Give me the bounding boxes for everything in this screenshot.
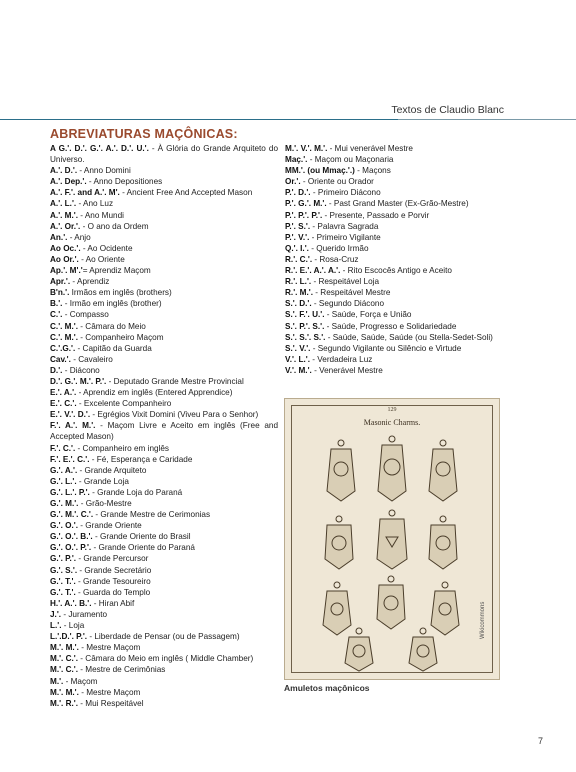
page-number: 7 — [538, 736, 544, 746]
abbreviation-entry — [50, 553, 278, 564]
abbreviation-entry — [285, 254, 505, 265]
abbreviation-entry — [50, 343, 278, 354]
abbreviation-term: E.'. V.'. D.'. — [50, 410, 91, 420]
abbreviation-entry — [50, 176, 278, 187]
abbreviation-term: A.'. Or.'. — [50, 221, 81, 231]
running-header: Textos de Claudio Blanc — [391, 104, 504, 116]
abbreviation-entry — [50, 376, 278, 387]
abbreviation-term: G.'. T.'. — [50, 587, 76, 597]
abbreviation-entry — [285, 365, 505, 376]
abbreviation-term: F.'. E.'. C.'. — [50, 454, 90, 464]
abbreviation-term: L.'.D.'. P.'. — [50, 632, 88, 642]
abbreviation-definition: - Grande Oriente do Brasil — [92, 532, 191, 542]
abbreviation-definition: - Fé, Esperança e Caridade — [89, 454, 193, 464]
abbreviation-definition: - Loja — [61, 621, 85, 631]
abbreviation-definition: - Grande Percursor — [76, 554, 149, 564]
abbreviation-entry — [50, 620, 278, 631]
charm-icon — [377, 576, 405, 629]
abbreviation-term: G.'. L.'. — [50, 476, 77, 486]
abbreviation-term: G.'. O.'. — [50, 521, 79, 531]
abbreviation-entry — [285, 287, 505, 298]
abbreviation-term: D.'. G.'. M.'. P.'. — [50, 376, 107, 386]
abbreviation-entry — [50, 309, 278, 320]
abbreviation-entry — [285, 198, 505, 209]
abbreviation-definition: - Anjo — [67, 232, 91, 242]
abbreviation-definition: - Liberdade de Pensar (ou de Passagem) — [87, 632, 240, 642]
abbreviation-definition: Irmãos em inglês (brothers) — [69, 288, 172, 298]
abbreviation-definition: - Rito Escocês Antigo e Aceito — [340, 266, 452, 276]
abbreviation-entry — [50, 676, 278, 687]
abbreviation-term: V.'. L.'. — [285, 354, 310, 364]
abbreviation-entry — [50, 465, 278, 476]
charm-icon — [377, 510, 407, 569]
abbreviation-term: S.'. P.'. S.'. — [285, 321, 325, 331]
abbreviation-term: P.'. S.'. — [285, 221, 311, 231]
abbreviation-entry — [50, 631, 278, 642]
abbreviation-term: M.'. C.'. — [50, 665, 79, 675]
abbreviation-definition: - Presente, Passado e Porvir — [322, 210, 430, 220]
abbreviation-definition: - Segundo Vigilante ou Silêncio e Virtude — [310, 343, 462, 353]
abbreviation-entry — [50, 198, 278, 209]
abbreviation-term: G.'. L.'. P.'. — [50, 487, 90, 497]
charm-icon — [429, 516, 457, 569]
charm-icon — [378, 436, 406, 501]
abbreviation-entry — [285, 143, 505, 154]
abbreviation-definition: - Anno Depositiones — [86, 177, 163, 187]
abbreviation-definition: - Ao Ocidente — [80, 243, 133, 253]
section-title: ABREVIATURAS MAÇÔNICAS: — [50, 127, 238, 141]
abbreviation-definition: - Deputado Grande Mestre Provincial — [106, 376, 244, 386]
abbreviation-term: C.'. — [50, 310, 63, 320]
abbreviation-definition: - Juramento — [61, 609, 108, 619]
abbreviation-term: Q.'. I.'. — [285, 243, 309, 253]
abbreviation-definition: - Maçom Livre e Aceito em inglês (Free and Accepted Mason) — [50, 421, 278, 442]
abbreviation-definition: - Hiran Abif — [91, 598, 135, 608]
abbreviation-entry — [50, 387, 278, 398]
abbreviation-entry — [50, 221, 278, 232]
abbreviation-term: G.'. M.'. — [50, 499, 79, 508]
abbreviation-definition: = Aprendiz Maçom — [82, 266, 151, 276]
abbreviation-term: C.'. M.'. — [50, 321, 79, 331]
abbreviation-term: A G.'. D.'. G.'. A.'. D.'. U.'. — [50, 144, 149, 153]
abbreviation-definition: - Ano Luz — [76, 199, 114, 209]
abbreviation-term: A.'. D.'. — [50, 166, 78, 176]
abbreviation-term: R.'. L.'. — [285, 277, 312, 287]
abbreviation-definition: - O ano da Ordem — [80, 221, 149, 231]
abbreviation-term: P.'. V.'. — [285, 232, 310, 242]
abbreviation-term: S.'. F.'. U.'. — [285, 310, 325, 320]
abbreviation-entry — [50, 598, 278, 609]
abbreviation-definition: - Ao Oriente — [78, 254, 125, 264]
abbreviation-entry — [50, 420, 278, 442]
abbreviation-definition: - Mestre Maçom — [78, 687, 141, 697]
abbreviation-definition: - Mestre de Cerimônias — [78, 665, 166, 675]
illustration-page-number: 129 — [387, 407, 397, 413]
abbreviation-entry — [50, 187, 278, 198]
abbreviation-entry — [50, 520, 278, 531]
abbreviation-definition: - Respeitável Mestre — [313, 288, 391, 298]
abbreviation-term: Cav.'. — [50, 354, 71, 364]
abbreviation-entry — [285, 343, 505, 354]
abbreviation-definition: - Companheiro Maçom — [78, 332, 164, 342]
abbreviation-term: MM.'. (ou Mmaç.'.) — [285, 166, 355, 176]
abbreviation-definition: - Palavra Sagrada — [310, 221, 379, 231]
abbreviation-definition: - Grão-Mestre — [78, 499, 132, 508]
abbreviation-entry — [285, 354, 505, 365]
abbreviation-definition: - Capitão da Guarda — [75, 343, 152, 353]
abbreviation-term: G.'. O.'. B.'. — [50, 532, 93, 542]
abbreviation-entry — [50, 254, 278, 265]
abbreviation-entry — [50, 698, 278, 709]
charms-drawing — [285, 399, 499, 679]
abbreviation-term: M.'. — [50, 676, 64, 686]
abbreviation-definition: - Saúde, Força e União — [324, 310, 412, 320]
abbreviation-entry — [285, 332, 505, 343]
abbreviation-term: G.'. P.'. — [50, 554, 77, 564]
abbreviations-left-column — [50, 143, 278, 709]
abbreviation-entry — [50, 542, 278, 553]
abbreviation-entry — [50, 332, 278, 343]
abbreviation-term: P.'. D.'. — [285, 188, 311, 198]
abbreviation-term: G.'. S.'. — [50, 565, 78, 575]
abbreviation-term: G.'. O.'. P.'. — [50, 543, 92, 553]
abbreviation-term: A.'. L.'. — [50, 199, 77, 209]
abbreviation-definition: - Verdadeira Luz — [309, 354, 373, 364]
abbreviation-definition: - Mui venerável Mestre — [327, 144, 413, 153]
abbreviation-term: Ap.'. M'.' — [50, 266, 83, 276]
abbreviation-term: Or.'. — [285, 177, 301, 187]
abbreviation-entry — [50, 531, 278, 542]
abbreviation-definition: - Saúde, Progresso e Solidariedade — [324, 321, 457, 331]
abbreviation-term: F.'. A.'. M.'. — [50, 421, 96, 431]
abbreviation-entry — [50, 365, 278, 376]
abbreviation-term: M.'. M.'. — [50, 687, 79, 697]
abbreviation-entry — [50, 565, 278, 576]
abbreviation-definition: - Egrégios Vixit Domini (Viveu Para o Senhor) — [90, 410, 259, 420]
abbreviation-entry — [50, 243, 278, 254]
abbreviation-term: M.'. R.'. — [50, 698, 79, 708]
abbreviation-term: An.'. — [50, 232, 68, 242]
abbreviation-definition: - Aprendiz em inglês (Entered Apprendice) — [76, 388, 233, 398]
abbreviation-term: P.'. P.'. P.'. — [285, 210, 323, 220]
abbreviation-definition: - Grande Secretário — [77, 565, 152, 575]
abbreviation-definition: - Mui Respeitável — [78, 698, 144, 708]
abbreviation-definition: - Maçons — [354, 166, 391, 176]
abbreviation-definition: - À Glória do Grande Arquiteto do Universo. — [50, 144, 278, 165]
charm-icon — [409, 628, 437, 671]
charm-icon — [345, 628, 373, 671]
abbreviation-entry — [50, 265, 278, 276]
abbreviation-term: G.'. A.'. — [50, 465, 78, 475]
abbreviation-entry — [285, 232, 505, 243]
abbreviation-definition: - Primeiro Diácono — [310, 188, 381, 198]
abbreviation-entry — [50, 287, 278, 298]
abbreviation-definition: - Companheiro em inglês — [75, 443, 170, 453]
abbreviation-entry — [50, 664, 278, 675]
abbreviation-term: H.'. A.'. B.'. — [50, 598, 92, 608]
abbreviation-definition: - Ancient Free And Accepted Mason — [119, 188, 253, 198]
abbreviation-term: A.'. M.'. — [50, 210, 79, 220]
abbreviation-term: Maç.'. — [285, 155, 308, 165]
abbreviation-definition: - Grande Loja do Paraná — [89, 487, 183, 497]
abbreviation-entry — [50, 298, 278, 309]
abbreviation-entry — [285, 154, 505, 165]
abbreviation-entry — [285, 243, 505, 254]
abbreviation-definition: - Maçom ou Maçonaria — [307, 155, 394, 165]
abbreviation-definition: - Guarda do Templo — [75, 587, 151, 597]
abbreviation-definition: - Câmara do Meio em inglês ( Middle Chamber) — [78, 654, 254, 664]
abbreviation-entry — [50, 321, 278, 332]
abbreviation-term: R.'. E.'. A.'. A.'. — [285, 266, 341, 276]
abbreviation-entry — [50, 454, 278, 465]
abbreviation-term: G.'. M.'. C.'. — [50, 510, 94, 520]
abbreviation-definition: - Grande Tesoureiro — [75, 576, 151, 586]
header-rule-accent — [398, 119, 576, 120]
abbreviation-entry — [285, 265, 505, 276]
abbreviation-term: J.'. — [50, 609, 62, 619]
image-credit: Wikicommons — [480, 601, 486, 639]
abbreviation-entry — [50, 165, 278, 176]
abbreviation-term: E.'. A.'. — [50, 388, 77, 398]
abbreviation-entry — [50, 609, 278, 620]
abbreviation-entry — [285, 321, 505, 332]
abbreviation-entry — [50, 587, 278, 598]
abbreviation-entry — [50, 509, 278, 520]
abbreviation-term: C.'. M.'. — [50, 332, 79, 342]
abbreviation-term: G.'. T.'. — [50, 576, 76, 586]
abbreviation-term: E.'. C.'. — [50, 399, 77, 409]
abbreviation-definition: - Grande Oriente do Paraná — [91, 543, 195, 553]
abbreviation-definition: - Diácono — [62, 365, 100, 375]
abbreviation-term: A.'. F.'. and A.'. M'. — [50, 188, 120, 198]
abbreviation-term: Ao Or.'. — [50, 254, 79, 264]
abbreviation-definition: - Excelente Companheiro — [76, 399, 172, 409]
abbreviation-term: R.'. M.'. — [285, 288, 314, 298]
abbreviation-entry — [285, 221, 505, 232]
abbreviation-definition: - Segundo Diácono — [311, 299, 385, 309]
abbreviation-term: S.'. S.'. S.'. — [285, 332, 326, 342]
abbreviation-term: Ao Oc.'. — [50, 243, 81, 253]
abbreviation-term: Apr.'. — [50, 277, 71, 287]
abbreviation-definition: - Oriente ou Orador — [300, 177, 374, 187]
abbreviation-entry — [50, 276, 278, 287]
abbreviation-entry — [285, 210, 505, 221]
abbreviation-definition: - Saúde, Saúde, Saúde (ou Stella-Sedet-Soli) — [325, 332, 493, 342]
abbreviation-term: D.'. — [50, 365, 63, 375]
abbreviation-term: C.'.G.'. — [50, 343, 76, 353]
abbreviation-definition: - Câmara do Meio — [78, 321, 146, 331]
abbreviation-definition: - Grande Mestre de Cerimonias — [93, 510, 211, 520]
abbreviation-definition: - Compasso — [62, 310, 109, 320]
abbreviation-entry — [50, 398, 278, 409]
masonic-charms-illustration — [284, 398, 500, 680]
abbreviation-definition: - Grande Loja — [76, 476, 129, 486]
abbreviation-entry — [285, 276, 505, 287]
figure-caption: Amuletos maçônicos — [284, 683, 370, 693]
abbreviation-definition: - Respeitável Loja — [311, 277, 379, 287]
abbreviation-term: S.'. D.'. — [285, 299, 312, 309]
abbreviation-definition: - Grande Oriente — [78, 521, 142, 531]
charm-icon — [429, 440, 457, 501]
abbreviation-entry — [50, 642, 278, 653]
abbreviations-right-column — [285, 143, 505, 376]
abbreviation-definition: - Maçom — [63, 676, 98, 686]
abbreviation-definition: - Cavaleiro — [70, 354, 113, 364]
abbreviation-entry — [50, 687, 278, 698]
abbreviation-definition: - Grande Arquiteto — [77, 465, 147, 475]
abbreviation-entry — [50, 576, 278, 587]
abbreviation-entry — [285, 309, 505, 320]
abbreviation-term: V.'. M.'. — [285, 365, 312, 375]
abbreviation-term: M.'. M.'. — [50, 643, 79, 653]
abbreviation-definition: - Mestre Maçom — [78, 643, 141, 653]
charm-icon — [431, 582, 459, 635]
abbreviation-term: F.'. C.'. — [50, 443, 76, 453]
abbreviation-term: L.'. — [50, 621, 62, 631]
abbreviation-term: S.'. V.'. — [285, 343, 311, 353]
header-rule — [0, 119, 400, 120]
abbreviation-entry — [50, 487, 278, 498]
abbreviation-entry — [50, 443, 278, 454]
abbreviation-entry — [50, 354, 278, 365]
abbreviation-entry — [50, 409, 278, 420]
abbreviation-entry — [50, 232, 278, 243]
abbreviation-term: B.'. — [50, 299, 63, 309]
abbreviation-definition: - Anno Domini — [77, 166, 131, 176]
illustration-title: Masonic Charms. — [363, 418, 421, 427]
abbreviation-entry — [50, 498, 278, 509]
abbreviation-entry — [285, 298, 505, 309]
abbreviation-term: M.'. C.'. — [50, 654, 79, 664]
abbreviation-definition: - Aprendiz — [70, 277, 110, 287]
abbreviation-term: M.'. V.'. M.'. — [285, 144, 328, 153]
charm-icon — [327, 440, 355, 501]
abbreviation-entry — [285, 165, 505, 176]
charm-icon — [323, 582, 351, 635]
abbreviation-entry — [50, 143, 278, 165]
abbreviation-definition: - Querido Irmão — [308, 243, 369, 253]
abbreviation-definition: - Rosa-Cruz — [312, 254, 359, 264]
abbreviation-entry — [285, 176, 505, 187]
abbreviation-term: B'n.'. — [50, 288, 70, 298]
abbreviation-term: P.'. G.'. M.'. — [285, 199, 327, 209]
abbreviation-term: R.'. C.'. — [285, 254, 313, 264]
abbreviation-definition: - Venerável Mestre — [311, 365, 383, 375]
abbreviation-term: A.'. Dep.'. — [50, 177, 87, 187]
abbreviation-definition: - Irmão em inglês (brother) — [62, 299, 162, 309]
abbreviation-entry — [50, 476, 278, 487]
abbreviation-entry — [285, 187, 505, 198]
abbreviation-definition: - Primeiro Vigilante — [309, 232, 381, 242]
abbreviation-definition: - Past Grand Master (Ex-Grão-Mestre) — [326, 199, 469, 209]
charm-icon — [325, 516, 353, 569]
abbreviation-definition: - Ano Mundi — [78, 210, 124, 220]
abbreviation-entry — [50, 653, 278, 664]
abbreviation-entry — [50, 210, 278, 221]
